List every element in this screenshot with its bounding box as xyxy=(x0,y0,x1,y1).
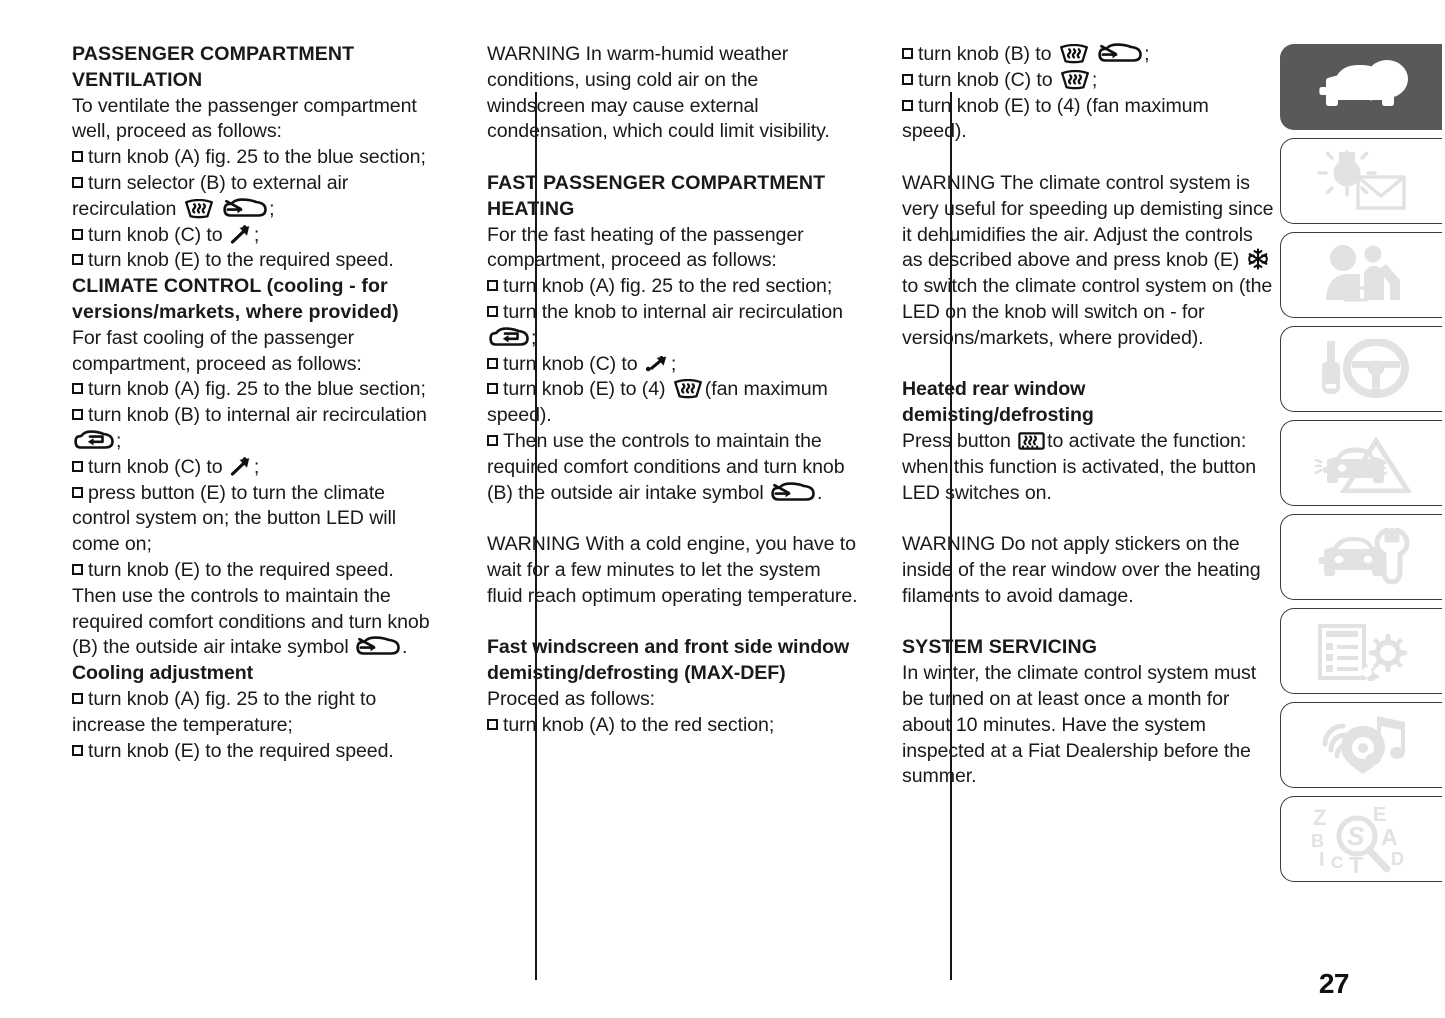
square-bullet-icon xyxy=(487,719,498,730)
square-bullet-icon xyxy=(72,229,83,240)
text-after-symbol: to switch the climate control system on (the LED on the knob will switch on - for versions/markets, where provided). xyxy=(902,275,1273,349)
text-after-symbol: (fan maximum speed). xyxy=(487,378,828,427)
car-warning-triangle-icon xyxy=(1313,433,1411,493)
bullet-item-with-symbol xyxy=(72,403,444,455)
square-bullet-icon xyxy=(72,461,83,472)
tab-emergency[interactable] xyxy=(1280,420,1442,506)
text-after-symbol: . xyxy=(816,481,823,504)
tab-alphabetical-index[interactable] xyxy=(1280,796,1442,882)
text-before-symbol: turn the knob to internal air recirculation xyxy=(503,300,843,323)
bullet-item xyxy=(487,274,859,300)
svg-text:D: D xyxy=(1390,849,1404,869)
section-tab-rail xyxy=(1280,44,1445,890)
text-before-symbol: Then use the controls to maintain the required comfort conditions and turn knob (B) the outside air intake symbol xyxy=(72,584,430,659)
text-column-1 xyxy=(72,42,444,764)
snowflake-icon xyxy=(1247,248,1269,270)
bullet-item-with-symbol xyxy=(487,352,859,378)
square-bullet-icon xyxy=(487,435,498,446)
bullet-item xyxy=(72,739,444,765)
bullet-item-with-symbol xyxy=(72,223,444,249)
text-after-symbol: ; xyxy=(269,197,275,220)
text-before-symbol: turn knob (C) to xyxy=(88,455,223,478)
paragraph-spacer xyxy=(487,610,859,636)
paragraph-spacer xyxy=(902,145,1274,171)
section-heading: SYSTEM SERVICING xyxy=(902,636,1098,659)
windscreen-defrost-icon xyxy=(1060,70,1090,90)
square-bullet-icon xyxy=(72,409,83,420)
sun-envelope-icon xyxy=(1314,150,1410,212)
bullet-item xyxy=(72,377,444,403)
body-paragraph: WARNING With a cold engine, you have to wait for a few minutes to let the system fluid reach optimum operating temperature. xyxy=(487,533,858,607)
body-paragraph: For the fast heating of the passenger compartment, proceed as follows: xyxy=(487,223,804,272)
tab-dashboard-and-controls[interactable] xyxy=(1280,44,1442,130)
car-info-icon xyxy=(1314,59,1410,115)
square-bullet-icon xyxy=(72,487,83,498)
bullet-item-with-symbol xyxy=(902,68,1274,94)
svg-text:B: B xyxy=(1310,831,1324,851)
bullet-item-with-symbol xyxy=(902,42,1274,68)
body-paragraph-with-symbol xyxy=(902,429,1274,506)
text-after-symbol: ; xyxy=(253,223,260,246)
svg-text:E: E xyxy=(1372,804,1386,826)
text-before-symbol: turn knob (B) to internal air recirculation xyxy=(88,404,427,427)
sub-heading: Cooling adjustment xyxy=(72,662,254,685)
bullet-item-label: turn knob (E) to (4) (fan maximum speed). xyxy=(902,94,1209,143)
square-bullet-icon xyxy=(72,383,83,394)
internal-air-recirculation-icon xyxy=(489,327,529,348)
text-before-symbol: turn knob (C) to xyxy=(503,352,638,375)
magnifier-letters-icon xyxy=(1309,803,1415,875)
bullet-item xyxy=(72,558,444,584)
square-bullet-icon xyxy=(72,693,83,704)
tab-technical-specifications[interactable] xyxy=(1280,608,1442,694)
text-after-symbol: ; xyxy=(670,352,677,375)
text-before-symbol: turn selector (B) to external air recirculation xyxy=(72,171,349,220)
bullet-item-label: turn knob (A) fig. 25 to the blue section; xyxy=(88,146,426,169)
text-after-symbol: ; xyxy=(531,326,537,349)
svg-text:T: T xyxy=(1348,852,1363,875)
bullet-item-label: turn knob (E) to the required speed. xyxy=(88,249,394,272)
paragraph-spacer xyxy=(902,352,1274,378)
square-bullet-icon xyxy=(902,48,913,59)
text-before-symbol: turn knob (C) to xyxy=(918,68,1053,91)
square-bullet-icon xyxy=(487,306,498,317)
section-heading: FAST PASSENGER COMPARTMENT HEATING xyxy=(487,171,826,220)
square-bullet-icon xyxy=(72,254,83,265)
list-gears-icon xyxy=(1314,620,1410,682)
external-air-intake-icon xyxy=(356,636,400,657)
body-paragraph-with-symbol xyxy=(72,584,444,661)
svg-text:Z: Z xyxy=(1312,805,1326,830)
svg-text:A: A xyxy=(1380,824,1398,850)
key-steering-wheel-icon xyxy=(1314,339,1410,399)
svg-text:S: S xyxy=(1346,821,1364,851)
external-air-intake-icon xyxy=(771,482,815,503)
bullet-item xyxy=(487,713,859,739)
paragraph-spacer xyxy=(902,610,1274,636)
svg-text:I: I xyxy=(1318,849,1325,871)
text-before-symbol: WARNING The climate control system is very useful for speeding up demisting since it dehumidifies the air. Adjust the controls as described above and press knob (E) xyxy=(902,171,1274,272)
car-wrench-icon xyxy=(1314,528,1410,586)
bullet-item-with-symbol xyxy=(487,300,859,352)
square-bullet-icon xyxy=(902,74,913,85)
internal-air-recirculation-icon xyxy=(74,430,114,451)
external-air-intake-icon xyxy=(223,198,267,219)
body-paragraph: To ventilate the passenger compartment well, proceed as follows: xyxy=(72,94,417,143)
square-bullet-icon xyxy=(72,177,83,188)
paragraph-spacer xyxy=(902,506,1274,532)
bullet-item-label: turn knob (A) fig. 25 to the blue section; xyxy=(88,378,426,401)
music-wifi-icon xyxy=(1315,714,1409,776)
tab-safety-warning-lights[interactable] xyxy=(1280,138,1442,224)
body-paragraph-with-symbol xyxy=(487,429,859,506)
external-air-intake-icon xyxy=(1098,43,1142,64)
tab-multimedia[interactable] xyxy=(1280,702,1442,788)
body-paragraph: In winter, the climate control system must be turned on at least once a month for about 10 minutes. Have the system inspected at a Fiat Dealership before the summer. xyxy=(902,662,1257,788)
text-after-symbol: ; xyxy=(1144,43,1150,65)
bullet-item xyxy=(72,248,444,274)
page-columns xyxy=(72,42,1274,942)
text-column-3 xyxy=(902,42,1274,790)
bullet-item-label: turn knob (E) to the required speed. xyxy=(88,739,394,762)
face-vents-icon xyxy=(230,457,252,477)
svg-text:C: C xyxy=(1330,853,1343,872)
text-before-symbol: turn knob (E) to (4) xyxy=(503,378,666,401)
text-after-symbol: ; xyxy=(116,429,122,452)
square-bullet-icon xyxy=(487,383,498,394)
bullet-item xyxy=(72,145,444,171)
bullet-item-label: turn knob (A) to the red section; xyxy=(503,713,775,736)
square-bullet-icon xyxy=(487,280,498,291)
square-bullet-icon xyxy=(72,151,83,162)
bullet-item xyxy=(72,481,444,558)
tab-starting-and-driving[interactable] xyxy=(1280,326,1442,412)
bullet-item-label: turn knob (A) fig. 25 to the right to increase the temperature; xyxy=(72,687,377,736)
body-paragraph: WARNING In warm-humid weather conditions, using cold air on the windscreen may cause external condensation, which could limit visibility. xyxy=(487,43,830,143)
section-heading: CLIMATE CONTROL (cooling - for versions/markets, where provided) xyxy=(72,275,399,323)
body-paragraph-with-symbol xyxy=(902,171,1274,352)
text-before-symbol: Then use the controls to maintain the required comfort conditions and turn knob (B) the outside air intake symbol xyxy=(487,429,845,504)
paragraph-spacer xyxy=(487,506,859,532)
text-after-symbol: to activate the function: when this function is activated, the button LED switches on. xyxy=(902,429,1257,504)
square-bullet-icon xyxy=(902,100,913,111)
text-column-2 xyxy=(487,42,859,739)
text-after-symbol: ; xyxy=(1091,68,1098,91)
rear-window-defrost-icon xyxy=(1018,431,1045,451)
square-bullet-icon xyxy=(487,358,498,369)
face-vents-icon xyxy=(230,225,252,245)
text-after-symbol: . xyxy=(401,636,408,659)
body-paragraph: Proceed as follows: xyxy=(487,687,655,710)
bullet-item-with-symbol xyxy=(72,455,444,481)
text-before-symbol: turn knob (B) to xyxy=(918,43,1052,65)
paragraph-spacer xyxy=(487,145,859,171)
bullet-item-label: press button (E) to turn the climate control system on; the button LED will come on; xyxy=(72,481,397,556)
section-heading: PASSENGER COMPARTMENT VENTILATION xyxy=(72,43,355,91)
page-number: 27 xyxy=(1318,968,1349,999)
airbag-seatbelt-icon xyxy=(1316,244,1408,306)
tab-maintenance-and-care[interactable] xyxy=(1280,514,1442,600)
floor-vents-icon xyxy=(645,356,669,374)
windscreen-defrost-icon xyxy=(1059,44,1089,64)
bullet-item-with-symbol xyxy=(487,377,859,429)
body-paragraph: For fast cooling of the passenger compartment, proceed as follows: xyxy=(72,326,362,375)
bullet-item-with-symbol xyxy=(72,171,444,223)
sub-heading: Fast windscreen and front side window demisting/defrosting (MAX-DEF) xyxy=(487,636,850,685)
tab-occupant-safety[interactable] xyxy=(1280,232,1442,318)
sub-heading: Heated rear window demisting/defrosting xyxy=(902,378,1094,427)
bullet-item-label: turn knob (A) fig. 25 to the red section; xyxy=(503,275,833,298)
text-after-symbol: ; xyxy=(253,455,260,478)
windscreen-defrost-icon xyxy=(673,379,703,399)
bullet-item-label: turn knob (E) to the required speed. xyxy=(88,558,394,581)
body-paragraph: WARNING Do not apply stickers on the inside of the rear window over the heating filaments to avoid damage. xyxy=(902,533,1261,607)
square-bullet-icon xyxy=(72,564,83,575)
bullet-item xyxy=(72,687,444,739)
square-bullet-icon xyxy=(72,745,83,756)
windscreen-defrost-icon xyxy=(184,199,214,219)
text-before-symbol: Press button xyxy=(902,429,1011,452)
text-before-symbol: turn knob (C) to xyxy=(88,223,223,246)
bullet-item xyxy=(902,94,1274,146)
